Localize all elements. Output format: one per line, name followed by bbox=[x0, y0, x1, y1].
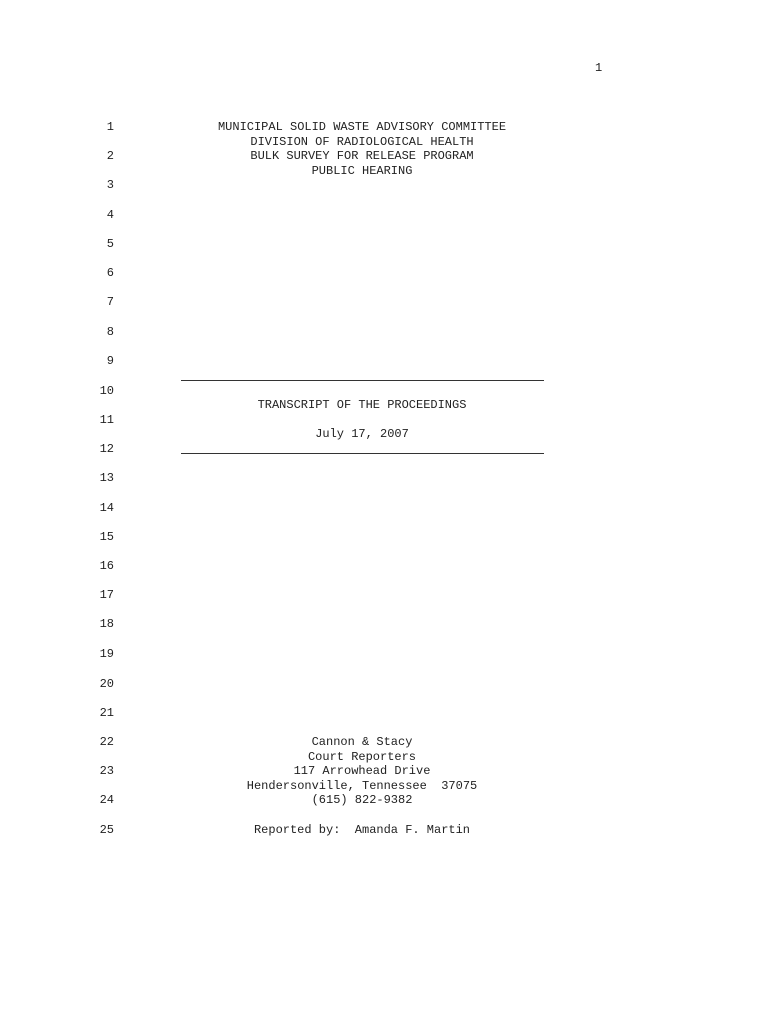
bottom-rule bbox=[181, 453, 544, 454]
program-name: BULK SURVEY FOR RELEASE PROGRAM bbox=[250, 149, 474, 163]
line-number: 19 bbox=[99, 647, 114, 661]
reporter-street: 117 Arrowhead Drive bbox=[293, 764, 431, 778]
division-name: DIVISION OF RADIOLOGICAL HEALTH bbox=[250, 135, 474, 149]
line-number: 8 bbox=[106, 325, 114, 339]
line-number: 22 bbox=[99, 735, 114, 749]
page-number: 1 bbox=[595, 61, 603, 75]
line-number: 2 bbox=[106, 149, 114, 163]
transcript-title: TRANSCRIPT OF THE PROCEEDINGS bbox=[257, 398, 467, 412]
line-number: 15 bbox=[99, 530, 114, 544]
line-number: 18 bbox=[99, 617, 114, 631]
line-number: 11 bbox=[99, 413, 114, 427]
line-number: 6 bbox=[106, 266, 114, 280]
top-rule bbox=[181, 380, 544, 381]
line-number: 5 bbox=[106, 237, 114, 251]
reporter-firm: Cannon & Stacy bbox=[311, 735, 413, 749]
line-number: 1 bbox=[106, 120, 114, 134]
line-number: 24 bbox=[99, 793, 114, 807]
reporter-phone: (615) 822-9382 bbox=[311, 793, 413, 807]
line-number: 23 bbox=[99, 764, 114, 778]
line-number: 20 bbox=[99, 677, 114, 691]
line-number: 21 bbox=[99, 706, 114, 720]
line-number: 25 bbox=[99, 823, 114, 837]
reporter-city: Hendersonville, Tennessee 37075 bbox=[246, 779, 478, 793]
line-number: 3 bbox=[106, 178, 114, 192]
event-name: PUBLIC HEARING bbox=[311, 164, 413, 178]
reporter-type: Court Reporters bbox=[307, 750, 417, 764]
line-number: 4 bbox=[106, 208, 114, 222]
line-number: 7 bbox=[106, 295, 114, 309]
reported-by: Reported by: Amanda F. Martin bbox=[253, 823, 471, 837]
line-number: 13 bbox=[99, 471, 114, 485]
line-number: 14 bbox=[99, 501, 114, 515]
line-number: 9 bbox=[106, 354, 114, 368]
line-number: 10 bbox=[99, 384, 114, 398]
line-number: 17 bbox=[99, 588, 114, 602]
line-number: 16 bbox=[99, 559, 114, 573]
hearing-date: July 17, 2007 bbox=[315, 427, 409, 441]
line-number: 12 bbox=[99, 442, 114, 456]
committee-name: MUNICIPAL SOLID WASTE ADVISORY COMMITTEE bbox=[217, 120, 507, 134]
